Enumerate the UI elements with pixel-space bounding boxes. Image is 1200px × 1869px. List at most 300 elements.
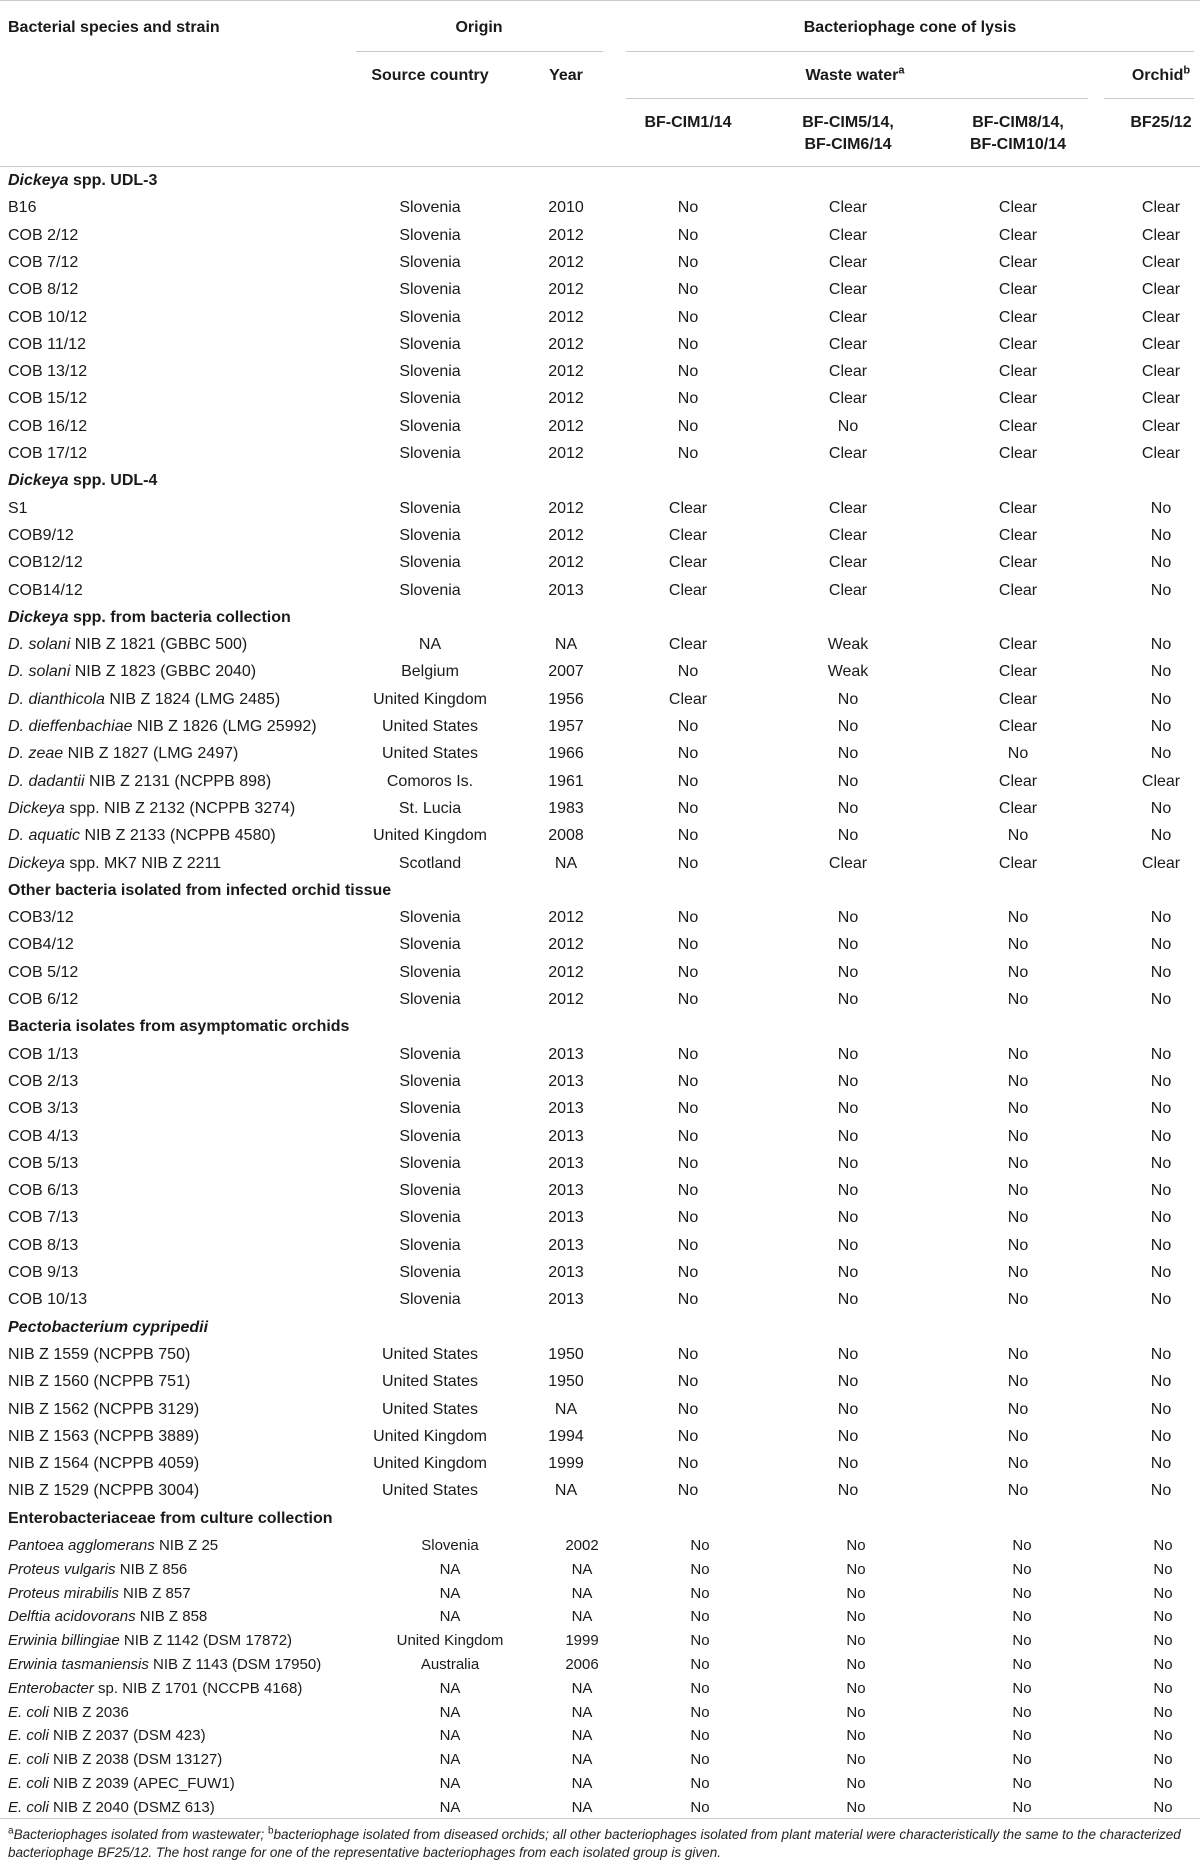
header-phage-bf-cim5: BF-CIM5/14, [802, 114, 894, 131]
phage-bf-cim1-cell: No [677, 1291, 699, 1309]
country-cell: NA [439, 1584, 461, 1602]
country-cell: NA [439, 1608, 461, 1626]
phage-bf-cim1-cell: No [677, 1345, 699, 1363]
strain-cell [8, 527, 74, 545]
country-cell: Slovenia [399, 1209, 461, 1227]
country-cell: United States [381, 745, 479, 763]
strain-name: COB 15/12 [8, 390, 88, 408]
phage-bf25-cell: No [1150, 1400, 1172, 1418]
strain-cell [8, 1291, 87, 1309]
phage-bf-cim5-6-cell: Clear [828, 499, 868, 517]
country-cell: Slovenia [399, 1072, 461, 1090]
country-cell: NA [439, 1679, 461, 1697]
phage-bf25-cell: No [1150, 636, 1172, 654]
country-cell: Slovenia [399, 499, 461, 517]
phage-bf25-cell: Clear [1141, 854, 1181, 872]
strain-name: NIB Z 1824 (LMG 2485) [104, 690, 281, 708]
strain-cell [8, 1799, 215, 1816]
year-cell: 2012 [548, 909, 584, 927]
phage-bf25-cell: No [1150, 499, 1172, 517]
strain-name: NIB Z 2039 (APEC_FUW1) [48, 1775, 235, 1792]
phage-bf-cim1-cell: No [677, 1427, 699, 1445]
country-cell: Slovenia [399, 253, 461, 271]
phage-bf-cim5-6-cell: Clear [828, 445, 868, 462]
phage-bf25-cell: No [1150, 1373, 1172, 1391]
year-cell: 2012 [548, 554, 584, 572]
phage-bf-cim5-6-cell: Clear [828, 854, 868, 872]
year-cell: 2012 [548, 390, 584, 408]
strain-name: NIB Z 1529 (NCPPB 3004) [8, 1482, 200, 1500]
phage-bf-cim8-10-cell: No [1007, 963, 1029, 981]
year-cell: 2006 [565, 1656, 599, 1673]
header-source-country: Source country [371, 67, 489, 84]
phage-bf-cim5-6-cell: Clear [828, 199, 868, 217]
country-cell: NA [439, 1560, 461, 1578]
strain-name: NIB Z 25 [154, 1537, 219, 1554]
phage-bf-cim1-cell: No [690, 1703, 710, 1721]
group-heading [8, 172, 157, 190]
phage-bf-cim5-6-cell: Clear [828, 226, 868, 244]
strain-cell [8, 1073, 78, 1091]
phage-bf-cim5-6-cell: No [846, 1679, 866, 1697]
species-name: D. dadantii [8, 772, 85, 790]
year-cell: NA [571, 1584, 593, 1602]
year-cell: 2012 [548, 445, 584, 462]
year-cell: NA [554, 636, 578, 654]
phage-bf-cim1-cell: No [690, 1798, 710, 1816]
phage-bf-cim8-10-cell: Clear [998, 554, 1038, 572]
strain-name: COB 16/12 [8, 417, 88, 435]
country-cell: Slovenia [399, 1291, 461, 1309]
year-cell: 2012 [548, 281, 584, 299]
strain-cell [8, 363, 87, 381]
phage-bf-cim5-6-cell: No [846, 1703, 866, 1721]
phage-bf-cim8-10-cell: Clear [998, 772, 1038, 790]
country-cell: Slovenia [399, 581, 461, 599]
year-cell: 2013 [548, 1209, 584, 1227]
phage-bf-cim1-cell: No [677, 1127, 699, 1145]
country-cell: Belgium [401, 663, 459, 681]
phage-bf25-cell: No [1150, 718, 1172, 735]
strain-name: NIB Z 2037 (DSM 423) [48, 1727, 206, 1745]
strain-cell [8, 1680, 302, 1697]
country-cell: Slovenia [399, 335, 461, 353]
strain-name: COB 2/12 [8, 226, 79, 244]
phage-bf-cim1-cell: No [690, 1560, 710, 1578]
species-name: D. solani [8, 636, 71, 654]
strain-name: NIB Z 1562 (NCPPB 3129) [8, 1400, 200, 1418]
phage-bf-cim8-10-cell: No [1007, 745, 1029, 763]
phage-bf25-cell: No [1150, 1427, 1172, 1445]
group-heading-italic: Pectobacterium cypripedii [8, 1318, 209, 1336]
phage-bf-cim8-10-cell: Clear [998, 363, 1038, 381]
phage-bf25-cell: No [1150, 1127, 1172, 1145]
strain-cell [8, 1537, 218, 1554]
phage-bf25-cell: No [1150, 581, 1172, 599]
strain-cell [8, 500, 28, 518]
strain-cell [8, 1237, 78, 1255]
phage-bf-cim5-6-cell: No [837, 745, 859, 763]
country-cell: NA [439, 1751, 461, 1769]
phage-bf25-cell: No [1150, 909, 1172, 927]
strain-cell [8, 199, 36, 217]
phage-bf25-cell: No [1150, 526, 1172, 544]
strain-name: COB14/12 [8, 581, 83, 599]
year-cell: 1983 [548, 799, 584, 817]
phage-bf25-cell: No [1153, 1632, 1173, 1650]
country-cell: Australia [420, 1656, 480, 1673]
phage-bf25-cell: No [1150, 1291, 1172, 1309]
country-cell: Slovenia [399, 417, 461, 435]
strain-cell [8, 936, 74, 954]
phage-bf-cim1-cell: Clear [668, 581, 708, 599]
header-phage-bf-cim1: BF-CIM1/14 [644, 114, 732, 131]
phage-bf-cim5-6-cell: No [846, 1798, 866, 1816]
species-name: Dickeya [8, 854, 65, 872]
strain-name: COB 10/13 [8, 1291, 88, 1309]
phage-bf25-cell: No [1153, 1727, 1173, 1745]
strain-name: COB 1/13 [8, 1045, 79, 1063]
strain-cell [8, 1100, 78, 1118]
strain-cell [8, 336, 86, 354]
year-cell: NA [571, 1703, 593, 1721]
strain-name: COB3/12 [8, 909, 74, 927]
species-name: Delftia acidovorans [8, 1608, 136, 1626]
phage-bf-cim5-6-cell: No [837, 799, 859, 817]
strain-name: NIB Z 1564 (NCPPB 4059) [8, 1455, 200, 1473]
species-name: E. coli [8, 1751, 49, 1769]
year-cell: 2002 [565, 1537, 599, 1554]
phage-bf-cim5-6-cell: No [837, 991, 859, 1008]
phage-bf-cim5-6-cell: Clear [828, 526, 868, 544]
strain-name: COB 4/13 [8, 1127, 79, 1145]
phage-bf-cim1-cell: No [677, 827, 699, 845]
species-name: Dickeya [8, 799, 65, 817]
year-cell: NA [571, 1751, 593, 1769]
species-name: Proteus vulgaris [8, 1560, 116, 1578]
species-name: D. solani [8, 663, 71, 681]
phage-bf25-cell: Clear [1141, 390, 1181, 408]
phage-bf-cim1-cell: No [677, 991, 699, 1008]
country-cell: NA [439, 1703, 461, 1721]
group-heading [8, 1319, 208, 1337]
country-cell: Slovenia [399, 363, 461, 381]
country-cell: Slovenia [399, 1100, 461, 1118]
strain-cell [8, 1346, 190, 1364]
footnote-a-text: Bacteriophages isolated from wastewater; [13, 1827, 268, 1842]
strain-name: NIB Z 2038 (DSM 13127) [48, 1751, 223, 1769]
strain-cell [8, 445, 87, 463]
year-cell: 1956 [548, 690, 584, 708]
strain-cell [8, 418, 87, 436]
country-cell: NA [439, 1727, 461, 1745]
species-name: Pantoea agglomerans [8, 1537, 155, 1554]
phage-bf-cim1-cell: No [690, 1775, 710, 1792]
phage-bf25-cell: No [1150, 963, 1172, 981]
cone-rule [626, 51, 1194, 52]
country-cell: Slovenia [399, 390, 461, 408]
phage-bf-cim1-cell: No [677, 718, 699, 735]
country-cell: United States [381, 718, 479, 735]
phage-bf-cim8-10-cell: No [1007, 1400, 1029, 1418]
phage-bf25-cell: No [1150, 1455, 1172, 1473]
phage-bf-cim8-10-cell: Clear [998, 308, 1038, 326]
phage-bf25-cell: Clear [1141, 417, 1181, 435]
header-phage-bf25: BF25/12 [1130, 114, 1192, 131]
origin-rule [356, 51, 603, 52]
country-cell: NA [418, 636, 442, 654]
year-cell: 1950 [548, 1373, 584, 1391]
phage-bf-cim5-6-cell: No [837, 827, 859, 845]
phage-bf-cim1-cell: No [677, 417, 699, 435]
species-name: D. dianthicola [8, 690, 105, 708]
phage-bf25-cell: No [1150, 827, 1172, 845]
year-cell: 1994 [548, 1427, 584, 1445]
species-name: Erwinia tasmaniensis [8, 1656, 149, 1673]
phage-bf-cim8-10-cell: Clear [998, 281, 1038, 299]
phage-bf-cim8-10-cell: Clear [998, 799, 1038, 817]
year-cell: 2012 [548, 226, 584, 244]
species-name: Erwinia billingiae [8, 1632, 120, 1650]
species-name: E. coli [8, 1775, 49, 1792]
year-cell: 1957 [548, 718, 584, 735]
phage-bf-cim8-10-cell: No [1007, 1209, 1029, 1227]
year-cell: 1999 [548, 1455, 584, 1473]
strain-cell [8, 554, 83, 572]
waste-water-footnote-mark: a [898, 64, 905, 77]
header-phage-bf-cim8: BF-CIM8/14, [972, 114, 1064, 131]
phage-bf-cim8-10-cell: Clear [998, 417, 1038, 435]
strain-cell [8, 663, 256, 681]
phage-bf-cim1-cell: No [677, 799, 699, 817]
strain-cell [8, 1656, 321, 1673]
phage-bf-cim5-6-cell: Weak [827, 636, 869, 654]
strain-cell [8, 800, 295, 818]
strain-cell [8, 1046, 78, 1064]
phage-bf-cim8-10-cell: No [1007, 1373, 1029, 1391]
strain-name: NIB Z 1827 (LMG 2497) [63, 745, 239, 763]
species-name: E. coli [8, 1727, 49, 1745]
phage-bf-cim5-6-cell: No [846, 1632, 866, 1650]
footnote-b-mark: b [267, 1825, 274, 1837]
phage-bf-cim1-cell: No [677, 1072, 699, 1090]
phage-bf-cim5-6-cell: No [837, 690, 859, 708]
strain-cell [8, 1209, 78, 1227]
year-cell: 2012 [548, 991, 584, 1008]
year-cell: NA [571, 1798, 593, 1816]
strain-name: COB 10/12 [8, 308, 88, 326]
strain-name: COB 7/13 [8, 1209, 79, 1227]
group-heading [8, 472, 157, 490]
phage-bf-cim1-cell: No [677, 390, 699, 408]
country-cell: Slovenia [421, 1537, 479, 1554]
phage-bf-cim5-6-cell: No [846, 1537, 866, 1554]
strain-cell [8, 827, 276, 845]
species-name: E. coli [8, 1798, 49, 1816]
phage-bf25-cell: No [1150, 1236, 1172, 1254]
phage-bf-cim1-cell: No [690, 1656, 710, 1673]
strain-name: COB12/12 [8, 554, 83, 572]
strain-name: COB 6/12 [8, 991, 79, 1008]
strain-name: NIB Z 1142 (DSM 17872) [119, 1632, 293, 1650]
strain-name: NIB Z 1560 (NCPPB 751) [8, 1373, 191, 1391]
header-cone-of-lysis: Bacteriophage cone of lysis [803, 19, 1017, 36]
country-cell: United States [381, 1482, 479, 1500]
phage-bf-cim5-6-cell: Clear [828, 390, 868, 408]
strain-cell [8, 1632, 292, 1649]
phage-bf25-cell: Clear [1141, 363, 1181, 381]
phage-bf25-cell: No [1150, 936, 1172, 954]
phage-bf-cim1-cell: No [677, 363, 699, 381]
strain-cell [8, 227, 78, 245]
country-cell: Slovenia [399, 1127, 461, 1145]
phage-bf-cim8-10-cell: No [1007, 1345, 1029, 1363]
phage-bf25-cell: No [1153, 1537, 1173, 1554]
phage-bf-cim8-10-cell: No [1007, 1427, 1029, 1445]
strain-name: COB 9/13 [8, 1264, 79, 1281]
strain-cell [8, 1428, 199, 1446]
phage-bf-cim8-10-cell: Clear [998, 499, 1038, 517]
phage-bf-cim5-6-cell: No [846, 1584, 866, 1602]
country-cell: United States [381, 1400, 479, 1418]
country-cell: Slovenia [399, 1182, 461, 1200]
phage-bf-cim8-10-cell: No [1007, 1100, 1029, 1118]
phage-bf-cim8-10-cell: No [1007, 1127, 1029, 1145]
phage-bf-cim5-6-cell: No [846, 1727, 866, 1745]
year-cell: 2012 [548, 335, 584, 353]
phage-bf-cim8-10-cell: No [1007, 1482, 1029, 1500]
strain-cell [8, 855, 221, 873]
phage-bf-cim1-cell: Clear [668, 526, 708, 544]
country-cell: Comoros Is. [386, 772, 474, 790]
strain-name: NIB Z 1143 (DSM 17950) [148, 1656, 322, 1673]
phage-bf-cim8-10-cell: Clear [998, 581, 1038, 599]
year-cell: 2012 [548, 417, 584, 435]
phage-bf-cim1-cell: No [677, 281, 699, 299]
strain-cell [8, 1561, 187, 1578]
phage-bf25-cell: No [1153, 1751, 1173, 1769]
phage-bf-cim1-cell: No [677, 854, 699, 872]
phage-bf-cim5-6-cell: No [837, 963, 859, 981]
phage-bf-cim1-cell: No [677, 199, 699, 217]
phage-bf-cim8-10-cell: Clear [998, 663, 1038, 681]
species-name: Enterobacter [8, 1679, 94, 1697]
table-bottom-rule [0, 1818, 1200, 1819]
strain-cell [8, 1128, 78, 1146]
phage-bf-cim5-6-cell: No [837, 1182, 859, 1200]
phage-bf25-cell: Clear [1141, 199, 1181, 217]
country-cell: Slovenia [399, 199, 461, 217]
strain-name: S1 [8, 499, 28, 517]
phage-bf-cim8-10-cell: No [1007, 936, 1029, 954]
year-cell: 2013 [548, 1264, 584, 1281]
phage-bf25-cell: No [1150, 745, 1172, 763]
phage-bf25-cell: No [1150, 1264, 1172, 1281]
phage-bf-cim8-10-cell: Clear [998, 226, 1038, 244]
phage-bf-cim8-10-cell: Clear [998, 690, 1038, 708]
group-heading-italic: Dickeya [8, 472, 69, 490]
header-phage-bf-cim10: BF-CIM10/14 [969, 136, 1067, 153]
phage-bf25-cell: No [1153, 1608, 1173, 1626]
footnote-b-text: bacteriophage isolated from diseased orchids; all other bacteriophages isolated from plant material were characteristically the same to the characterized bacteriophage BF25/12. The host range for one of the representative bacteriophages from each isolated group is given. [8, 1827, 1181, 1860]
strain-cell [8, 1585, 191, 1602]
phage-bf-cim5-6-cell: Clear [828, 581, 868, 599]
phage-bf-cim5-6-cell: No [837, 417, 859, 435]
phage-bf25-cell: No [1150, 1072, 1172, 1090]
year-cell: NA [554, 1400, 578, 1418]
year-cell: NA [571, 1560, 593, 1578]
strain-cell [8, 691, 280, 709]
country-cell: Scotland [398, 854, 462, 872]
strain-name: B16 [8, 199, 37, 217]
phage-bf-cim1-cell: No [677, 1236, 699, 1254]
country-cell: United States [381, 1345, 479, 1363]
country-cell: United Kingdom [396, 1632, 504, 1650]
phage-bf25-cell: No [1150, 663, 1172, 681]
phage-bf-cim8-10-cell: No [1012, 1679, 1032, 1697]
table-top-rule [0, 0, 1200, 1]
species-name: D. dieffenbachiae [8, 718, 133, 735]
phage-bf-cim1-cell: No [677, 226, 699, 244]
phage-bf-cim5-6-cell: No [846, 1608, 866, 1626]
species-name: D. aquatic [8, 827, 81, 845]
strain-cell [8, 1264, 78, 1282]
phage-bf-cim5-6-cell: Clear [828, 363, 868, 381]
year-cell: 2013 [548, 1045, 584, 1063]
strain-name: spp. MK7 NIB Z 2211 [64, 854, 222, 872]
species-name: Proteus mirabilis [8, 1584, 119, 1602]
species-name: D. zeae [8, 745, 64, 763]
phage-bf25-cell: No [1153, 1656, 1173, 1673]
country-cell: Slovenia [399, 281, 461, 299]
country-cell: Slovenia [399, 526, 461, 544]
country-cell: Slovenia [399, 963, 461, 981]
strain-cell [8, 309, 87, 327]
strain-name: COB 17/12 [8, 445, 88, 462]
phage-bf-cim8-10-cell: No [1012, 1751, 1032, 1769]
phage-bf-cim5-6-cell: No [846, 1751, 866, 1769]
phage-bf25-cell: No [1150, 1345, 1172, 1363]
group-heading-text: Other bacteria isolated from infected orchid tissue [8, 881, 392, 899]
phage-bf-cim8-10-cell: No [1012, 1656, 1032, 1673]
header-origin: Origin [455, 19, 503, 36]
year-cell: 1999 [565, 1632, 599, 1650]
phage-bf25-cell: Clear [1141, 281, 1181, 299]
phage-bf-cim8-10-cell: Clear [998, 335, 1038, 353]
country-cell: Slovenia [399, 1045, 461, 1063]
country-cell: Slovenia [399, 226, 461, 244]
phage-bf25-cell: Clear [1141, 335, 1181, 353]
country-cell: United Kingdom [373, 1455, 487, 1473]
country-cell: Slovenia [399, 1236, 461, 1254]
phage-bf-cim5-6-cell: Clear [828, 308, 868, 326]
phage-bf-cim1-cell: No [677, 335, 699, 353]
phage-bf-cim8-10-cell: No [1007, 1072, 1029, 1090]
header-species: Bacterial species and strain [8, 19, 220, 36]
group-heading [8, 882, 391, 900]
group-heading-text: Enterobacteriaceae from culture collection [8, 1509, 333, 1527]
strain-name: COB 5/12 [8, 963, 79, 981]
strain-cell [8, 1182, 78, 1200]
phage-bf-cim8-10-cell: No [1012, 1632, 1032, 1650]
phage-bf-cim8-10-cell: No [1012, 1537, 1032, 1554]
phage-bf25-cell: No [1150, 1209, 1172, 1227]
phage-bf25-cell: No [1150, 1045, 1172, 1063]
phage-bf-cim1-cell: No [677, 936, 699, 954]
phage-bf25-cell: No [1150, 554, 1172, 572]
country-cell: St. Lucia [398, 799, 462, 817]
year-cell: 2012 [548, 936, 584, 954]
